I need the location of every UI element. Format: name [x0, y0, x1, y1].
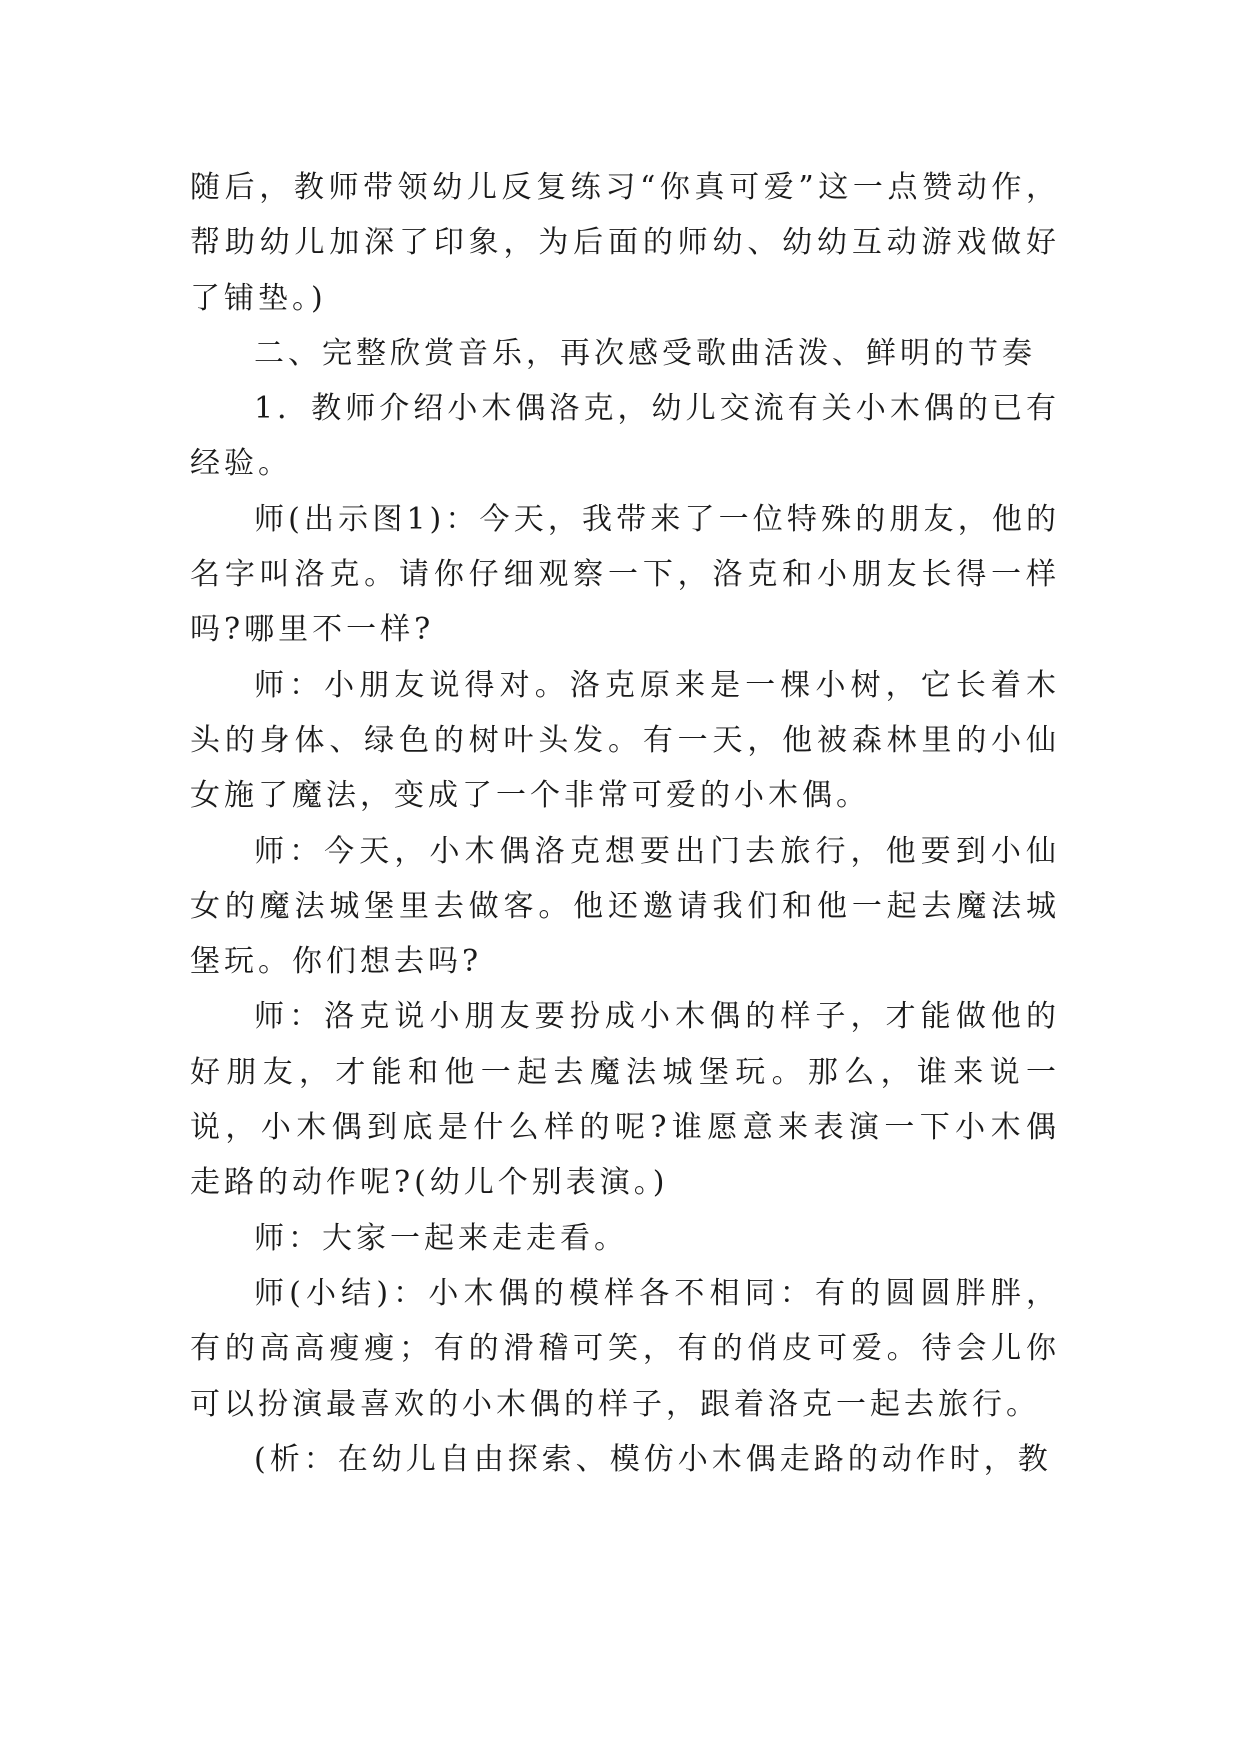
section-heading-2: 二、完整欣赏音乐，再次感受歌曲活泼、鲜明的节奏 — [254, 335, 1036, 371]
paragraph-4: 师(出示图1)：今天，我带来了一位特殊的朋友，他的名字叫洛克。请你仔细观察一下，洛克和小朋友长得一样吗?哪里不一样? — [190, 501, 1060, 648]
document-body — [190, 160, 1060, 1487]
paragraph-9: 师(小结)：小木偶的模样各不相同：有的圆圆胖胖，有的高高瘦瘦；有的滑稽可笑，有的俏皮可爱。待会儿你可以扮演最喜欢的小木偶的样子，跟着洛克一起去旅行。 — [190, 1275, 1060, 1422]
paragraph-6: 师：今天，小木偶洛克想要出门去旅行，他要到小仙女的魔法城堡里去做客。他还邀请我们和他一起去魔法城堡玩。你们想去吗? — [190, 833, 1060, 980]
paragraph-7: 师：洛克说小朋友要扮成小木偶的样子，才能做他的好朋友，才能和他一起去魔法城堡玩。那么，谁来说一说，小木偶到底是什么样的呢?谁愿意来表演一下小木偶走路的动作呢?(幼儿个别表演。) — [190, 999, 1060, 1201]
paragraph-5: 师：小朋友说得对。洛克原来是一棵小树，它长着木头的身体、绿色的树叶头发。有一天，他被森林里的小仙女施了魔法，变成了一个非常可爱的小木偶。 — [190, 667, 1060, 814]
paragraph-3: 1．教师介绍小木偶洛克，幼儿交流有关小木偶的已有经验。 — [190, 391, 1060, 482]
paragraph-1: 随后，教师带领幼儿反复练习“你真可爱”这一点赞动作，帮助幼儿加深了印象，为后面的师幼、幼幼互动游戏做好了铺垫。) — [190, 170, 1060, 316]
paragraph-10: (析：在幼儿自由探索、模仿小木偶走路的动作时，教 — [254, 1441, 1052, 1477]
paragraph-8: 师：大家一起来走走看。 — [254, 1220, 628, 1256]
